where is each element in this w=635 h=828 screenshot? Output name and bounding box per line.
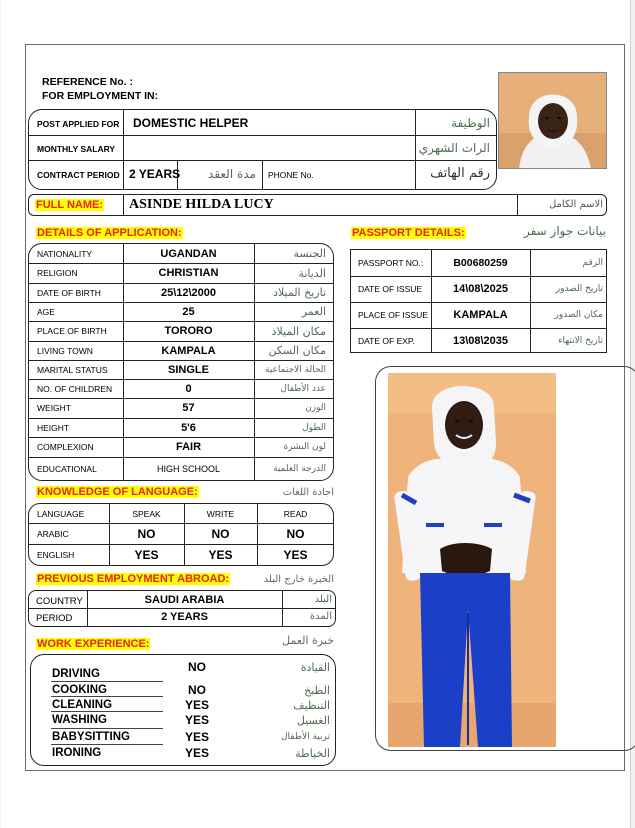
application-row-label: LIVING TOWN bbox=[37, 345, 93, 356]
reference-label: REFERENCE No. : bbox=[42, 76, 134, 88]
work-row-label: WASHING bbox=[52, 714, 107, 726]
application-row-value: 57 bbox=[182, 402, 195, 414]
passport-row-label: DATE OF EXP. bbox=[358, 336, 415, 346]
application-row bbox=[29, 263, 334, 283]
passport-row-value: 14\08\2025 bbox=[452, 283, 509, 295]
passport-row-label: DATE OF ISSUE bbox=[358, 284, 423, 294]
work-row-label: CLEANING bbox=[52, 699, 113, 711]
application-row bbox=[29, 302, 334, 321]
application-row-label: NO. OF CHILDREN bbox=[37, 383, 113, 394]
cv-page bbox=[25, 44, 625, 771]
application-row bbox=[29, 418, 334, 437]
application-row-ar: العمر bbox=[301, 305, 326, 318]
application-row-value: 5'6 bbox=[181, 421, 196, 434]
application-row-ar: الوزن bbox=[305, 403, 326, 413]
application-row-value: CHRISTIAN bbox=[158, 267, 219, 279]
post-label: POST APPLIED FOR bbox=[37, 119, 120, 129]
application-row-value: HIGH SCHOOL bbox=[156, 464, 220, 474]
language-row-speak: YES bbox=[134, 548, 159, 562]
application-row-label: NATIONALITY bbox=[37, 248, 93, 259]
application-row bbox=[29, 437, 334, 457]
work-row-value: NO bbox=[188, 683, 206, 697]
application-row-label: DATE OF BIRTH bbox=[37, 287, 101, 298]
language-row-write: NO bbox=[211, 527, 230, 541]
period-value: 2 YEARS bbox=[161, 611, 208, 623]
application-row-label: AGE bbox=[37, 306, 55, 317]
work-row-ar: القيادة bbox=[300, 660, 330, 674]
work-row-value: YES bbox=[184, 730, 209, 744]
contract-label: CONTRACT PERIOD bbox=[37, 170, 120, 180]
previous-title: PREVIOUS EMPLOYMENT ABROAD: bbox=[37, 573, 230, 585]
work-row-value: YES bbox=[184, 713, 209, 727]
passport-row-ar: تاريخ الانتهاء bbox=[558, 336, 603, 346]
application-row-value: UGANDAN bbox=[160, 247, 217, 260]
language-header-cell: READ bbox=[283, 508, 308, 519]
work-title-ar: خبرة العمل bbox=[282, 634, 334, 647]
language-title: KNOWLEDGE OF LANGUAGE: bbox=[37, 486, 198, 498]
work-row-ar: تربية الأطفال bbox=[280, 732, 330, 742]
language-row-name: ENGLISH bbox=[37, 550, 75, 560]
application-row-label: PLACE OF BIRTH bbox=[37, 326, 107, 336]
work-row-label: COOKING bbox=[52, 684, 107, 696]
full-body-photo bbox=[388, 373, 556, 747]
work-row-ar: التنظيف bbox=[293, 698, 330, 712]
language-row-write: YES bbox=[208, 548, 233, 562]
work-row-value: YES bbox=[184, 746, 209, 760]
application-row-label: EDUCATIONAL bbox=[37, 464, 97, 474]
application-row bbox=[29, 457, 334, 481]
application-row-ar: الديانة bbox=[298, 266, 326, 280]
application-row-value: 25 bbox=[182, 305, 195, 318]
work-row-ar: الغسيل bbox=[296, 713, 330, 727]
application-row-ar: تاريخ الميلاد bbox=[273, 286, 326, 299]
language-row-speak: NO bbox=[137, 527, 156, 541]
application-row-value: 25\12\2000 bbox=[160, 286, 217, 299]
passport-row-ar: مكان الصدور bbox=[554, 310, 603, 320]
passport-row bbox=[351, 276, 607, 302]
application-row bbox=[29, 360, 334, 379]
work-row bbox=[42, 729, 332, 745]
country-value: SAUDI ARABIA bbox=[144, 594, 225, 606]
passport-row-ar: الرقم bbox=[582, 258, 603, 268]
application-row-label: HEIGHT bbox=[37, 422, 70, 433]
application-row-ar: الطول bbox=[302, 422, 326, 433]
passport-row-ar: تاريخ الصدور bbox=[555, 284, 603, 294]
work-row-ar: الطبخ bbox=[304, 683, 330, 697]
application-row-value: 0 bbox=[185, 382, 192, 395]
work-row-ar: الخياطة bbox=[295, 746, 330, 760]
work-row-value: YES bbox=[184, 698, 209, 712]
application-row-label: MARITAL STATUS bbox=[37, 364, 108, 375]
application-row-ar: لون البشرة bbox=[283, 442, 326, 452]
post-ar: الوظيفة bbox=[451, 116, 490, 130]
application-row-ar: مكان الميلاد bbox=[271, 324, 326, 338]
full-name-ar: الاسم الكامل bbox=[548, 199, 603, 210]
application-row bbox=[29, 341, 334, 360]
salary-ar: الرات الشهري bbox=[418, 141, 490, 155]
full-name-value: ASINDE HILDA LUCY bbox=[129, 197, 274, 212]
application-row bbox=[29, 398, 334, 418]
application-row bbox=[29, 283, 334, 302]
headshot-photo bbox=[498, 72, 607, 169]
language-row-read: YES bbox=[283, 548, 308, 562]
application-row-label: WEIGHT bbox=[37, 403, 71, 413]
period-ar: المدة bbox=[309, 611, 332, 622]
post-value: DOMESTIC HELPER bbox=[133, 116, 249, 130]
country-ar: البلد bbox=[314, 594, 332, 605]
application-row-ar: عدد الأطفال bbox=[280, 383, 326, 394]
work-row-label: BABYSITTING bbox=[52, 731, 130, 743]
salary-label: MONTHLY SALARY bbox=[37, 144, 116, 154]
previous-title-ar: الخبرة خارج البلد bbox=[263, 574, 334, 585]
work-row-label: IRONING bbox=[52, 747, 102, 759]
language-header-cell: WRITE bbox=[206, 508, 235, 519]
document-sheet bbox=[1, 0, 631, 828]
application-row-label: COMPLEXION bbox=[37, 442, 94, 452]
application-row-value: FAIR bbox=[175, 441, 202, 453]
employment-label: FOR EMPLOYMENT IN: bbox=[42, 90, 159, 102]
work-row-value: NO bbox=[188, 660, 206, 674]
passport-title-ar: بيانات جواز سفر bbox=[523, 224, 606, 238]
country-label: COUNTRY bbox=[36, 596, 83, 607]
application-row-ar: الحالة الاجتماعية bbox=[265, 364, 326, 375]
full-name-label: FULL NAME: bbox=[36, 199, 104, 211]
passport-title: PASSPORT DETAILS: bbox=[352, 227, 465, 239]
work-title: WORK EXPERIENCE: bbox=[37, 638, 150, 650]
application-title: DETAILS OF APPLICATION: bbox=[37, 227, 182, 239]
application-row-value: KAMPALA bbox=[161, 344, 216, 357]
language-header-cell: SPEAK bbox=[132, 508, 161, 519]
language-header-cell: LANGUAGE bbox=[37, 508, 85, 519]
work-row-label: DRIVING bbox=[52, 668, 100, 680]
work-row bbox=[42, 712, 332, 728]
passport-row-label: PLACE OF ISSUE bbox=[358, 310, 428, 320]
passport-row bbox=[351, 302, 607, 328]
language-row-name: ARABIC bbox=[37, 529, 69, 539]
passport-row-value: B00680259 bbox=[453, 257, 508, 269]
passport-row bbox=[351, 250, 607, 276]
application-row bbox=[29, 244, 334, 263]
application-row-ar: الجنسة bbox=[293, 247, 326, 260]
contract-ar: مدة العقد bbox=[208, 167, 256, 181]
application-row-value: SINGLE bbox=[168, 363, 209, 376]
application-row-ar: الدرجة العلمية bbox=[273, 464, 326, 474]
language-row-read: NO bbox=[286, 527, 305, 541]
work-row bbox=[42, 745, 332, 761]
passport-row bbox=[351, 328, 607, 354]
language-title-ar: اجادة اللغات bbox=[282, 487, 334, 498]
application-row-value: TORORO bbox=[164, 325, 213, 337]
phone-ar: رقم الهاتف bbox=[430, 166, 490, 181]
contract-value: 2 YEARS bbox=[129, 167, 181, 181]
application-row-label: RELIGION bbox=[37, 268, 78, 278]
application-row-ar: مكان السكن bbox=[268, 344, 326, 357]
passport-row-label: PASSPORT NO.: bbox=[358, 258, 424, 268]
passport-row-value: 13\08\2035 bbox=[452, 335, 509, 347]
phone-label: PHONE No. bbox=[268, 170, 314, 180]
work-row bbox=[42, 659, 332, 680]
passport-row-value: KAMPALA bbox=[453, 309, 508, 321]
application-row bbox=[29, 379, 334, 398]
application-row bbox=[29, 321, 334, 341]
period-label: PERIOD bbox=[36, 613, 73, 624]
